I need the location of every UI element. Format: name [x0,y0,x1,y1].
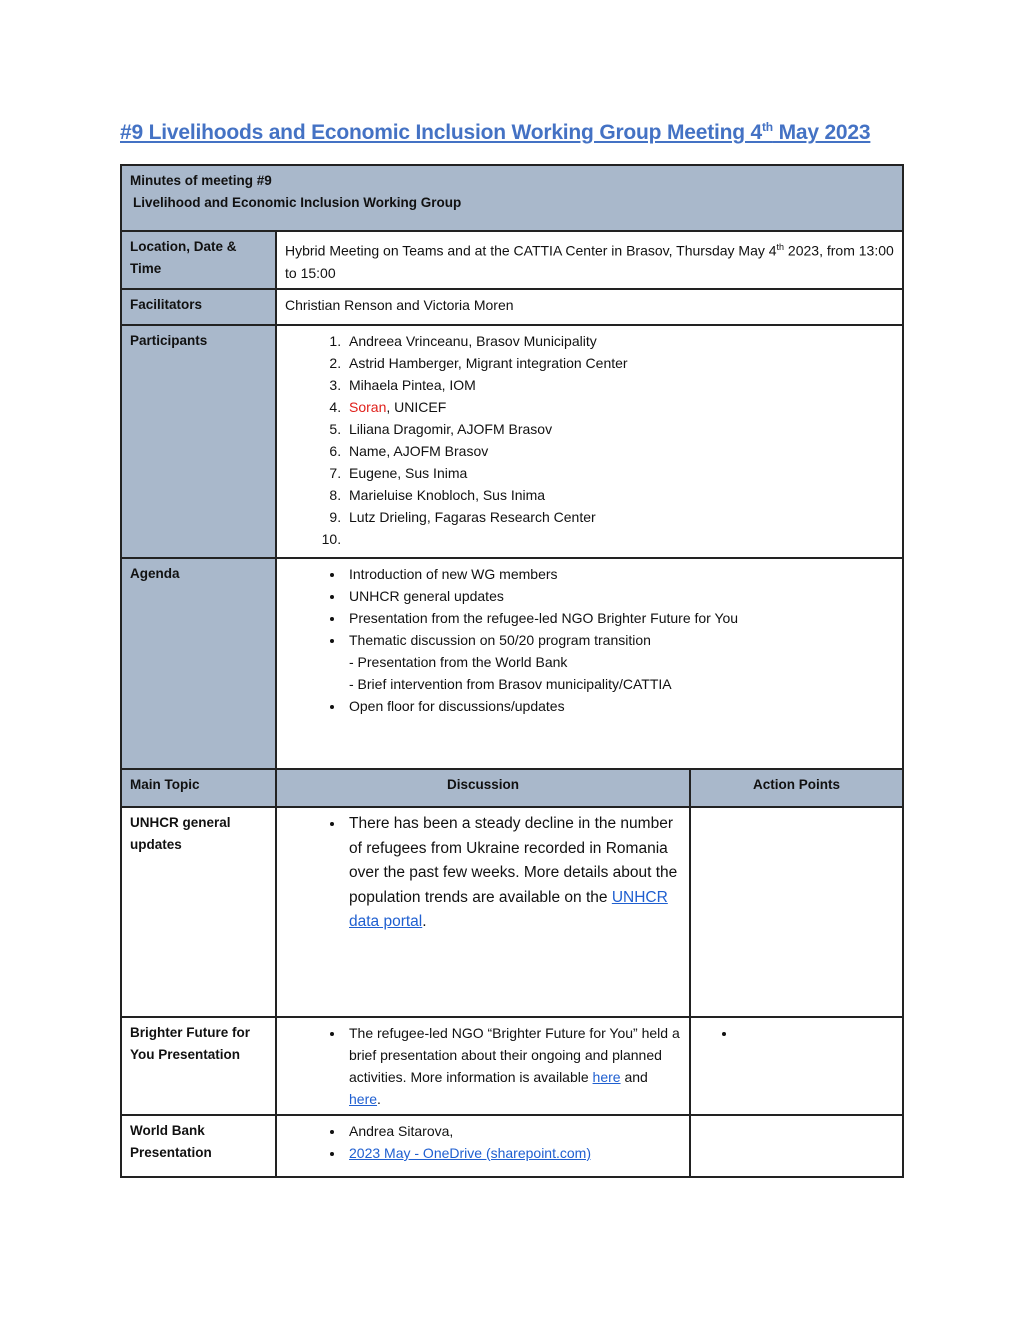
highlighted-name: Soran [349,399,387,415]
discussion-cell [276,1017,690,1115]
empty-bullet [737,1022,894,1044]
location-value: Hybrid Meeting on Teams and at the CATTIA Center in Brasov, Thursday May 4th 2023, from 13:00 to 15:00 [276,231,903,289]
participants-label: Participants [121,325,276,558]
col-header-actions: Action Points [690,769,903,807]
table-row [121,807,903,1017]
list-item: 4. Soran, UNICEF [345,396,894,418]
action-cell [690,807,903,1017]
info-link-2[interactable]: here [349,1091,378,1107]
facilitators-value: Christian Renson and Victoria Moren [276,289,903,325]
list-item: 2. Astrid Hamberger, Migrant integration Center [345,352,894,374]
list-item: 5. Liliana Dragomir, AJOFM Brasov [345,418,894,440]
onedrive-link[interactable]: 2023 May - OneDrive (sharepoint.com) [349,1145,591,1161]
list-item: • UNHCR general updates [345,585,894,607]
list-item: • Open floor for discussions/updates [345,695,894,717]
facilitators-label: Facilitators [121,289,276,325]
agenda-value [276,558,903,769]
table-row [121,1017,903,1115]
participants-row [121,325,903,558]
document-title[interactable]: #9 Livelihoods and Economic Inclusion Working Group Meeting 4th May 2023 [120,120,871,144]
info-link-1[interactable]: here [592,1069,621,1085]
header-cell [121,165,903,231]
topic-cell: UNHCR general updates [121,807,276,1017]
action-cell [690,1017,903,1115]
action-cell [690,1115,903,1177]
header-line-1: Minutes of meeting #9 [130,173,272,188]
list-item: • Introduction of new WG members [345,563,894,585]
list-item [345,1142,681,1164]
topic-cell: Brighter Future for You Presentation [121,1017,276,1115]
table-row [121,1115,903,1177]
header-row [121,165,903,231]
location-row [121,231,903,289]
col-header-discussion: Discussion [276,769,690,807]
participants-value [276,325,903,558]
data-portal-link[interactable]: UNHCR data portal [349,888,668,930]
list-item: • The refugee-led NGO “Brighter Future for You” held a brief presentation about their ongoing and planned activities. More information is available here and here. [345,1022,681,1110]
col-header-topic: Main Topic [121,769,276,807]
participants-list [285,330,894,550]
column-header-row [121,769,903,807]
header-line-2: Livelihood and Economic Inclusion Working Group [133,195,462,210]
list-item: 7. Eugene, Sus Inima [345,462,894,484]
list-item: 9. Lutz Drieling, Fagaras Research Center [345,506,894,528]
list-item: 1. Andreea Vrinceanu, Brasov Municipality [345,330,894,352]
discussion-cell [276,807,690,1017]
facilitators-row [121,289,903,325]
list-item: 6. Name, AJOFM Brasov [345,440,894,462]
list-item: • Thematic discussion on 50/20 program transition - Presentation from the World Bank - Brief intervention from Brasov municipality/CATTIA [345,629,894,695]
list-item: • Andrea Sitarova, [345,1120,681,1142]
agenda-subitem: - Brief intervention from Brasov municipality/CATTIA [349,676,672,692]
agenda-label: Agenda [121,558,276,769]
location-label: Location, Date & Time [121,231,276,289]
list-item: 3. Mihaela Pintea, IOM [345,374,894,396]
agenda-row [121,558,903,769]
list-item: 8. Marieluise Knobloch, Sus Inima [345,484,894,506]
agenda-list [285,563,894,717]
list-item: • There has been a steady decline in the number of refugees from Ukraine recorded in Romania over the past few weeks. More details about the population trends are available on the UNHCR data portal. [345,812,681,935]
agenda-subitem: - Presentation from the World Bank [349,654,568,670]
minutes-table [120,164,904,1178]
list-item: • Presentation from the refugee-led NGO Brighter Future for You [345,607,894,629]
discussion-cell [276,1115,690,1177]
topic-cell: World Bank Presentation [121,1115,276,1177]
list-item [345,528,894,550]
